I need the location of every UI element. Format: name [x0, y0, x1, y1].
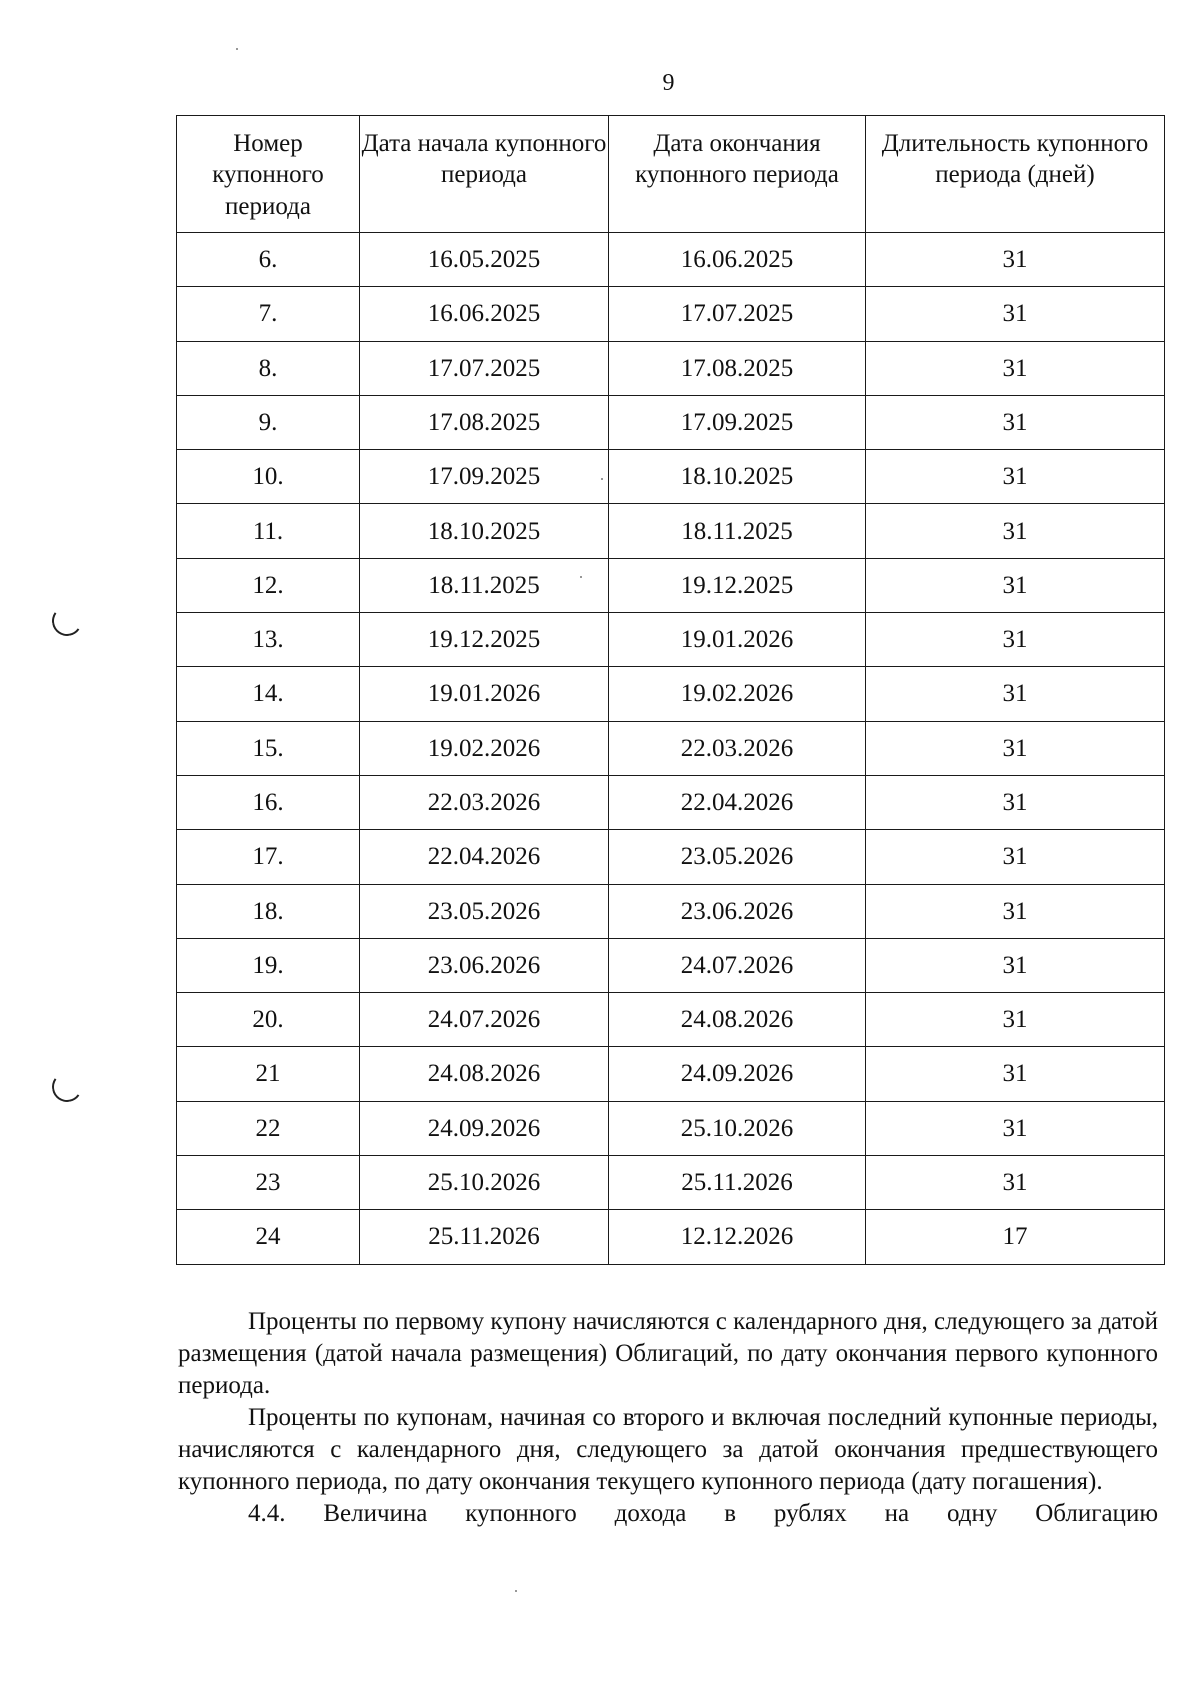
cell-end-date: 23.06.2026: [609, 884, 866, 938]
table-row: [177, 450, 1165, 504]
cell-coupon-number: 19.: [177, 938, 360, 992]
cell-start-date: 24.08.2026: [360, 1047, 609, 1101]
table-header-row: [177, 116, 1165, 233]
cell-start-date: 19.01.2026: [360, 667, 609, 721]
table-row: [177, 1210, 1165, 1264]
table-row: [177, 613, 1165, 667]
scan-speck: [236, 48, 238, 50]
cell-start-date: 25.10.2026: [360, 1156, 609, 1210]
cell-start-date: 16.05.2025: [360, 233, 609, 287]
cell-start-date: 18.11.2025: [360, 558, 609, 612]
cell-start-date: 22.03.2026: [360, 775, 609, 829]
cell-duration: 17: [866, 1210, 1165, 1264]
cell-coupon-number: 23: [177, 1156, 360, 1210]
paragraph-first-coupon: Проценты по первому купону начисляются с календарного дня, следующего за датой размещения (датой начала размещения) Облигаций, по дату окончания первого купонного периода.: [178, 1308, 1158, 1399]
cell-coupon-number: 6.: [177, 233, 360, 287]
cell-start-date: 19.12.2025: [360, 613, 609, 667]
cell-end-date: 25.10.2026: [609, 1101, 866, 1155]
cell-start-date: 22.04.2026: [360, 830, 609, 884]
table-row: [177, 830, 1165, 884]
cell-duration: 31: [866, 884, 1165, 938]
cell-duration: 31: [866, 558, 1165, 612]
cell-duration: 31: [866, 1156, 1165, 1210]
cell-duration: 31: [866, 341, 1165, 395]
cell-coupon-number: 7.: [177, 287, 360, 341]
cell-coupon-number: 16.: [177, 775, 360, 829]
cell-end-date: 17.09.2025: [609, 395, 866, 449]
cell-coupon-number: 15.: [177, 721, 360, 775]
table-row: [177, 287, 1165, 341]
cell-coupon-number: 13.: [177, 613, 360, 667]
cell-end-date: 23.05.2026: [609, 830, 866, 884]
cell-end-date: 24.08.2026: [609, 993, 866, 1047]
cell-coupon-number: 24: [177, 1210, 360, 1264]
table-body: [177, 233, 1165, 1265]
cell-start-date: 17.07.2025: [360, 341, 609, 395]
cell-duration: 31: [866, 1101, 1165, 1155]
cell-duration: 31: [866, 993, 1165, 1047]
cell-start-date: 24.07.2026: [360, 993, 609, 1047]
punch-hole-mark-top: [50, 604, 85, 639]
header-duration: Длительность купонного периода (дней): [866, 116, 1165, 233]
cell-coupon-number: 12.: [177, 558, 360, 612]
cell-start-date: 17.08.2025: [360, 395, 609, 449]
cell-end-date: 22.03.2026: [609, 721, 866, 775]
cell-coupon-number: 8.: [177, 341, 360, 395]
punch-hole-mark-bottom: [50, 1070, 85, 1105]
cell-start-date: 24.09.2026: [360, 1101, 609, 1155]
scan-speck: [601, 478, 603, 480]
cell-end-date: 18.11.2025: [609, 504, 866, 558]
table-row: [177, 233, 1165, 287]
cell-coupon-number: 11.: [177, 504, 360, 558]
table-row: [177, 775, 1165, 829]
paragraph-section-4-4: 4.4. Величина купонного дохода в рублях на одну Облигацию: [248, 1500, 1158, 1527]
table-row: [177, 884, 1165, 938]
table-row: [177, 558, 1165, 612]
cell-coupon-number: 20.: [177, 993, 360, 1047]
cell-end-date: 19.01.2026: [609, 613, 866, 667]
header-coupon-number: Номер купонного периода: [177, 116, 360, 233]
cell-start-date: 25.11.2026: [360, 1210, 609, 1264]
table-row: [177, 1156, 1165, 1210]
cell-duration: 31: [866, 287, 1165, 341]
cell-end-date: 25.11.2026: [609, 1156, 866, 1210]
cell-start-date: 23.06.2026: [360, 938, 609, 992]
cell-start-date: 23.05.2026: [360, 884, 609, 938]
cell-coupon-number: 21: [177, 1047, 360, 1101]
cell-end-date: 19.12.2025: [609, 558, 866, 612]
cell-start-date: 17.09.2025: [360, 450, 609, 504]
page-number: 9: [662, 70, 675, 96]
table-row: [177, 395, 1165, 449]
cell-start-date: 16.06.2025: [360, 287, 609, 341]
table-row: [177, 993, 1165, 1047]
cell-duration: 31: [866, 721, 1165, 775]
table-row: [177, 1047, 1165, 1101]
scan-speck: [515, 1590, 517, 1592]
cell-end-date: 16.06.2025: [609, 233, 866, 287]
cell-duration: 31: [866, 1047, 1165, 1101]
cell-duration: 31: [866, 830, 1165, 884]
cell-end-date: 12.12.2026: [609, 1210, 866, 1264]
table-row: [177, 667, 1165, 721]
coupon-schedule-table: [176, 115, 1165, 1265]
cell-duration: 31: [866, 395, 1165, 449]
cell-end-date: 17.08.2025: [609, 341, 866, 395]
cell-coupon-number: 9.: [177, 395, 360, 449]
table-row: [177, 721, 1165, 775]
cell-end-date: 17.07.2025: [609, 287, 866, 341]
cell-coupon-number: 18.: [177, 884, 360, 938]
cell-duration: 31: [866, 938, 1165, 992]
cell-coupon-number: 22: [177, 1101, 360, 1155]
cell-end-date: 24.09.2026: [609, 1047, 866, 1101]
cell-duration: 31: [866, 504, 1165, 558]
cell-duration: 31: [866, 667, 1165, 721]
cell-end-date: 22.04.2026: [609, 775, 866, 829]
table-row: [177, 1101, 1165, 1155]
cell-duration: 31: [866, 450, 1165, 504]
cell-duration: 31: [866, 613, 1165, 667]
cell-duration: 31: [866, 233, 1165, 287]
cell-duration: 31: [866, 775, 1165, 829]
paragraph-subsequent-coupons: Проценты по купонам, начиная со второго и включая последний купонные периоды, начисляются с календарного дня, следующего за датой окончания предшествующего купонного периода, по дату окончания текущего купонного периода (дату погашения).: [178, 1404, 1158, 1495]
header-start-date: Дата начала купонного периода: [360, 116, 609, 233]
cell-end-date: 24.07.2026: [609, 938, 866, 992]
cell-end-date: 18.10.2025: [609, 450, 866, 504]
cell-coupon-number: 14.: [177, 667, 360, 721]
body-text: [178, 1306, 1158, 1530]
cell-end-date: 19.02.2026: [609, 667, 866, 721]
cell-start-date: 19.02.2026: [360, 721, 609, 775]
header-end-date: Дата окончания купонного периода: [609, 116, 866, 233]
table-row: [177, 938, 1165, 992]
cell-coupon-number: 17.: [177, 830, 360, 884]
table-row: [177, 341, 1165, 395]
cell-start-date: 18.10.2025: [360, 504, 609, 558]
cell-coupon-number: 10.: [177, 450, 360, 504]
table-row: [177, 504, 1165, 558]
scan-speck: [580, 576, 582, 578]
